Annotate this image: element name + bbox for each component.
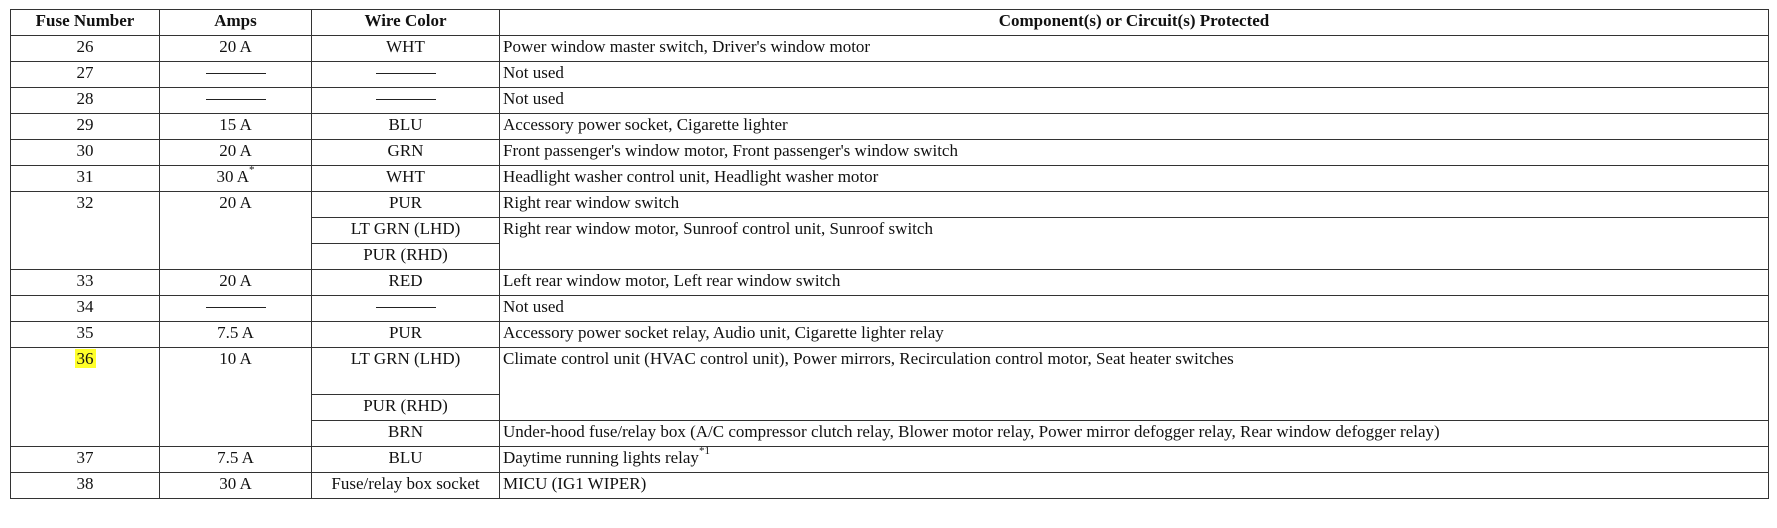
table-row <box>11 270 1769 296</box>
wire-color: PUR (RHD) <box>312 395 500 421</box>
wire-color: WHT <box>312 166 500 192</box>
components: Accessory power socket relay, Audio unit, Cigarette lighter relay <box>500 322 1769 348</box>
components: Not used <box>500 62 1769 88</box>
wire-color: BLU <box>312 114 500 140</box>
amps: 10 A <box>160 348 312 447</box>
fuse-number: 26 <box>11 36 160 62</box>
dash-line <box>206 99 266 100</box>
components: Front passenger's window motor, Front passenger's window switch <box>500 140 1769 166</box>
wire-color: Fuse/relay box socket <box>312 473 500 499</box>
table-row <box>11 36 1769 62</box>
fuse-number: 33 <box>11 270 160 296</box>
components: Not used <box>500 88 1769 114</box>
header-wire-color: Wire Color <box>312 10 500 36</box>
table-row <box>11 473 1769 499</box>
fuse-number: 27 <box>11 62 160 88</box>
components: Climate control unit (HVAC control unit), Power mirrors, Recirculation control motor, Seat heater switches <box>500 348 1769 421</box>
wire-color: BRN <box>312 421 500 447</box>
table-row <box>11 166 1769 192</box>
wire-color: PUR <box>312 322 500 348</box>
amps: 7.5 A <box>160 322 312 348</box>
wire-color-empty <box>312 88 500 114</box>
wire-color: PUR <box>312 192 500 218</box>
fuse-number: 34 <box>11 296 160 322</box>
fuse-number: 38 <box>11 473 160 499</box>
table-header-row <box>11 10 1769 36</box>
dash-line <box>376 307 436 308</box>
fuse-number: 28 <box>11 88 160 114</box>
amps: 20 A <box>160 192 312 270</box>
components: Right rear window switch <box>500 192 1769 218</box>
amps-empty <box>160 62 312 88</box>
components: Left rear window motor, Left rear window switch <box>500 270 1769 296</box>
amps: 20 A <box>160 36 312 62</box>
fuse-number: 31 <box>11 166 160 192</box>
table-row <box>11 322 1769 348</box>
amps-empty <box>160 296 312 322</box>
amps-empty <box>160 88 312 114</box>
table-row <box>11 140 1769 166</box>
table-row <box>11 88 1769 114</box>
amps: 20 A <box>160 140 312 166</box>
components: Not used <box>500 296 1769 322</box>
wire-color: BLU <box>312 447 500 473</box>
wire-color-empty <box>312 62 500 88</box>
footnote-marker: *1 <box>698 445 710 458</box>
wire-color: LT GRN (LHD) <box>312 348 500 395</box>
table-row <box>11 447 1769 473</box>
fuse-number: 32 <box>11 192 160 270</box>
components: MICU (IG1 WIPER) <box>500 473 1769 499</box>
table-row <box>11 348 1769 395</box>
wire-color: RED <box>312 270 500 296</box>
amps <box>160 166 312 192</box>
fuse-table <box>10 9 1769 499</box>
components-text: Daytime running lights relay <box>503 448 699 467</box>
components: Headlight washer control unit, Headlight washer motor <box>500 166 1769 192</box>
table-row <box>11 62 1769 88</box>
components: Under-hood fuse/relay box (A/C compressor clutch relay, Blower motor relay, Power mirror defogger relay, Rear window defogger relay) <box>500 421 1769 447</box>
table-row <box>11 192 1769 218</box>
table-row <box>11 296 1769 322</box>
fuse-number: 29 <box>11 114 160 140</box>
components <box>500 447 1769 473</box>
amps: 20 A <box>160 270 312 296</box>
components: Power window master switch, Driver's window motor <box>500 36 1769 62</box>
dash-line <box>376 73 436 74</box>
wire-color: LT GRN (LHD) <box>312 218 500 244</box>
wire-color-empty <box>312 296 500 322</box>
fuse-number <box>11 348 160 447</box>
fuse-number: 37 <box>11 447 160 473</box>
dash-line <box>376 99 436 100</box>
header-amps: Amps <box>160 10 312 36</box>
fuse-number: 35 <box>11 322 160 348</box>
dash-line <box>206 307 266 308</box>
wire-color: PUR (RHD) <box>312 244 500 270</box>
amps: 15 A <box>160 114 312 140</box>
components: Accessory power socket, Cigarette lighter <box>500 114 1769 140</box>
footnote-marker: * <box>249 164 255 177</box>
fuse-number: 30 <box>11 140 160 166</box>
highlighted-fuse-number: 36 <box>76 349 94 368</box>
table-row <box>11 114 1769 140</box>
header-fuse-number: Fuse Number <box>11 10 160 36</box>
dash-line <box>206 73 266 74</box>
wire-color: GRN <box>312 140 500 166</box>
amps: 30 A <box>160 473 312 499</box>
components: Right rear window motor, Sunroof control unit, Sunroof switch <box>500 218 1769 270</box>
amps-value: 30 A <box>216 167 250 186</box>
wire-color: WHT <box>312 36 500 62</box>
header-components: Component(s) or Circuit(s) Protected <box>500 10 1769 36</box>
amps: 7.5 A <box>160 447 312 473</box>
